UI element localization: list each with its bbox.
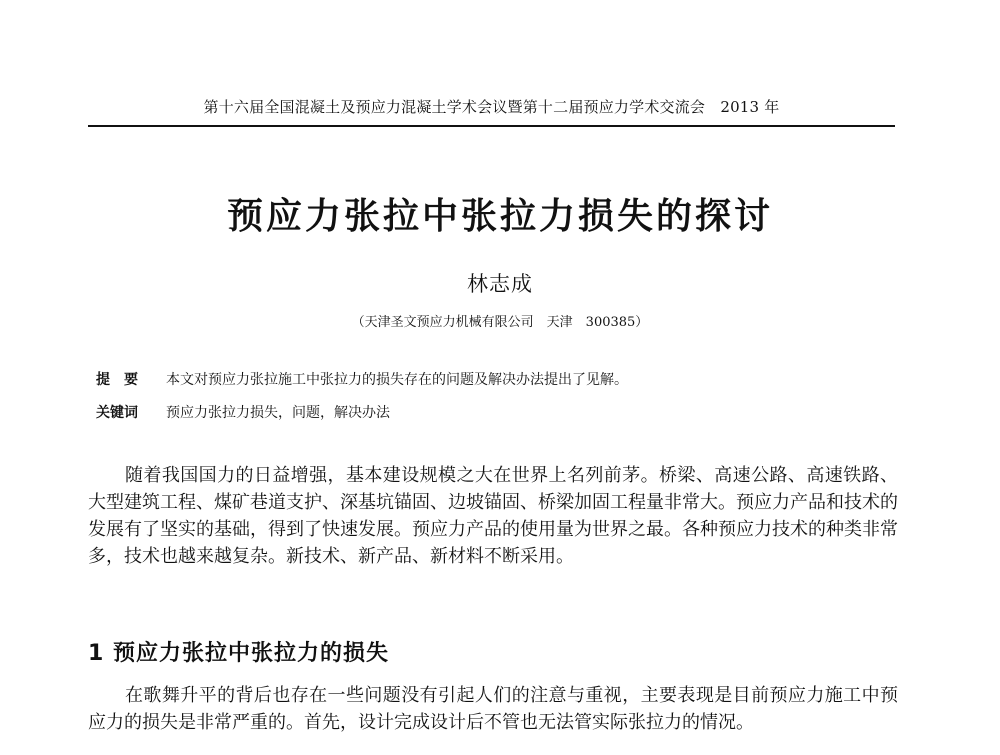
- body-paragraph-1: 随着我国国力的日益增强，基本建设规模之大在世界上名列前茅。桥梁、高速公路、高速铁路、大型建筑工程、煤矿巷道支护、深基坑锚固、边坡锚固、桥梁加固工程量非常大。预应力产品和技术的发展有了坚实的基础，得到了快速发展。预应力产品的使用量为世界之最。各种预应力技术的种类非常多，技术也越来越复杂。新技术、新产品、新材料不断采用。: [88, 465, 898, 567]
- keywords-text: 预应力张拉力损失，问题，解决办法: [166, 405, 390, 421]
- header-rule: [88, 125, 895, 127]
- body-paragraph-2: 在歌舞升平的背后也存在一些问题没有引起人们的注意与重视，主要表现是目前预应力施工中预应力的损失是非常严重的。首先，设计完成设计后不管也无法管实际张拉力的情况。: [88, 685, 898, 733]
- keywords: [96, 402, 390, 422]
- keywords-label: 关键词: [96, 405, 138, 421]
- author-affiliation: （天津圣文预应力机械有限公司 天津 300385）: [351, 315, 649, 330]
- abstract-label: 提 要: [96, 372, 138, 388]
- section-1-heading: 1 预应力张拉中张拉力的损失: [88, 641, 389, 666]
- paper-title: 预应力张拉中张拉力损失的探讨: [226, 196, 773, 237]
- author-name: 林志成: [467, 272, 533, 296]
- abstract-text: 本文对预应力张拉施工中张拉力的损失存在的问题及解决办法提出了见解。: [166, 372, 628, 388]
- running-header: 第十六届全国混凝土及预应力混凝土学术会议暨第十二届预应力学术交流会 2013 年: [203, 98, 780, 116]
- abstract: [96, 369, 628, 389]
